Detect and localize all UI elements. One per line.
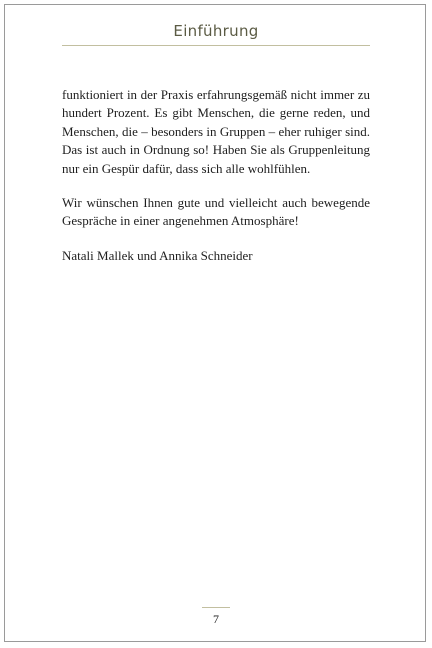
text-line: funktioniert in der Praxis erfahrungsgemäß nicht immer zu	[62, 87, 370, 102]
text-line: Das ist auch in Ordnung so! Haben Sie als Gruppenleitung	[62, 142, 370, 158]
text-line: hundert Prozent. Es gibt Menschen, die gerne reden, und	[62, 105, 370, 121]
paragraph-1	[62, 86, 370, 178]
header-rule	[62, 45, 370, 46]
page-number: 7	[213, 612, 219, 626]
text-line: Wir wünschen Ihnen gute und vielleicht auch bewegende	[62, 195, 370, 211]
text-line: nur ein Gespür dafür, dass sich alle wohlfühlen.	[62, 160, 311, 176]
text-line: Menschen, die – besonders in Gruppen – eher ruhiger sind.	[62, 123, 370, 139]
running-title: Einführung	[173, 22, 259, 40]
paragraph-2	[62, 194, 370, 231]
body-text	[62, 86, 370, 265]
signature: Natali Mallek und Annika Schneider	[62, 247, 253, 263]
footer-rule	[202, 607, 230, 608]
text-line: Gespräche in einer angenehmen Atmosphäre!	[62, 213, 299, 229]
